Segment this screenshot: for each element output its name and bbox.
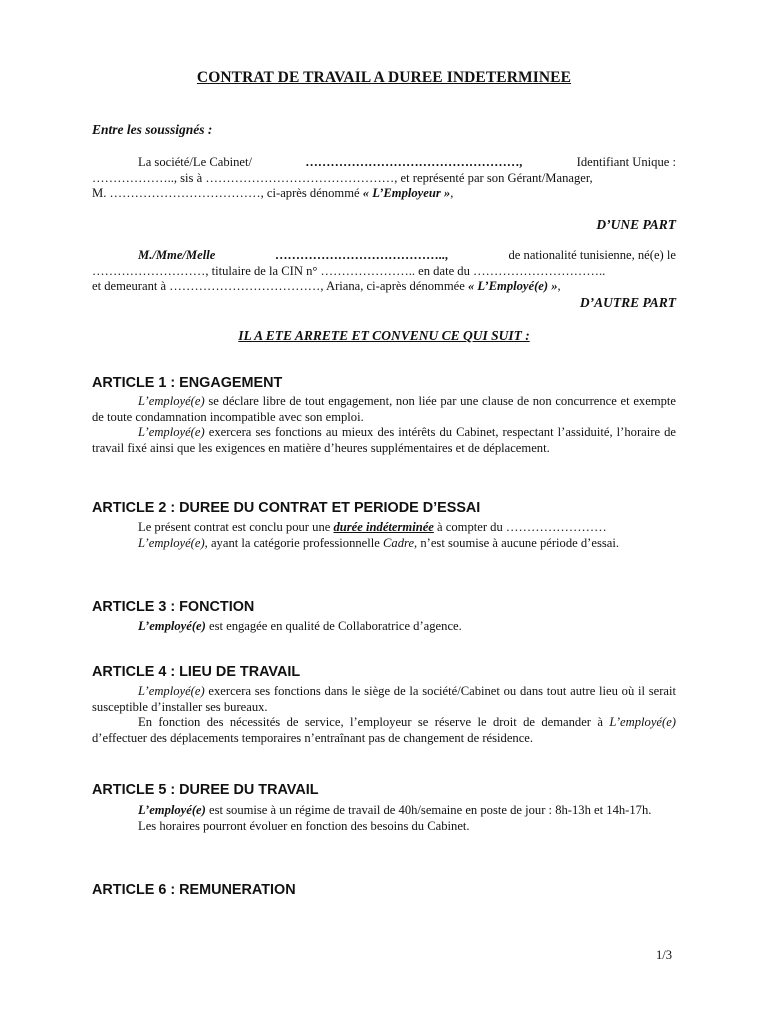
article-1-title: ARTICLE 1 : ENGAGEMENT xyxy=(92,375,283,391)
employee-title-label: M./Mme/Melle xyxy=(138,248,216,262)
article-2-body xyxy=(92,520,676,551)
employee-address-text: et demeurant à ………………………………, Ariana, ci-après dénommée xyxy=(92,279,465,293)
employer-block xyxy=(92,155,676,202)
article-2-text-1b: à compter du …………………… xyxy=(433,520,607,534)
article-2-paragraph-1 xyxy=(92,520,676,536)
article-2-paragraph-2 xyxy=(92,536,676,552)
article-6-title: ARTICLE 6 : REMUNERATION xyxy=(92,882,296,898)
agreement-heading: IL A ETE ARRETE ET CONVENU CE QUI SUIT : xyxy=(238,328,530,343)
article-1-paragraph-1 xyxy=(92,394,676,425)
employee-line-end: , xyxy=(557,279,561,293)
article-2-text-1a: Le présent contrat est conclu pour une xyxy=(138,520,334,534)
article-2-text-2a: , ayant la catégorie professionnelle xyxy=(204,535,384,550)
article-4-text-2b: d’effectuer des déplacements temporaires n’entraînant pas de changement de résidence. xyxy=(92,730,534,745)
article-5-body xyxy=(92,803,676,834)
article-1-paragraph-2 xyxy=(92,425,676,456)
employer-line-2: ……………….., sis à ………………………………………, et représenté par son Gérant/Manager, xyxy=(92,170,593,185)
employer-label: La société/Le Cabinet/ xyxy=(138,155,252,169)
article-2-title: ARTICLE 2 : DUREE DU CONTRAT ET PERIODE D’ESSAI xyxy=(92,500,481,516)
employee-ref: L’employé(e) xyxy=(609,715,676,729)
article-3-title: ARTICLE 3 : FONCTION xyxy=(92,599,255,615)
employee-line-3 xyxy=(92,279,676,295)
employee-line-2: ………………………, titulaire de la CIN n° ………………….. en date du ………………………….. xyxy=(92,263,606,278)
article-1-text-1: se déclare libre de tout engagement, non liée par une clause de non concurrence et exempte de toute condamnation incompatible avec son emploi. xyxy=(92,394,676,424)
article-5-text-1: est soumise à un régime de travail de 40h/semaine en poste de jour : 8h-13h et 14h-17h. xyxy=(205,803,652,817)
article-1-text-2: exercera ses fonctions au mieux des intérêts du Cabinet, respectant l’assiduité, l’horaire de travail fixé ainsi que les exigences en matière d’heures supplémentaires et de déplacement. xyxy=(92,425,676,455)
article-3-paragraph-1 xyxy=(92,619,676,635)
employer-line-end: , xyxy=(450,186,454,200)
professional-category: Cadre xyxy=(383,535,415,550)
employee-name-blank: ………………………………….., xyxy=(275,248,449,262)
employee-ref: L’employé(e) xyxy=(138,535,205,550)
employee-block xyxy=(92,248,676,295)
employer-id-label: Identifiant Unique : xyxy=(576,155,676,169)
article-2-text-2b: , n’est soumise à aucune période d’essai. xyxy=(414,535,619,550)
article-4-paragraph-1 xyxy=(92,684,676,715)
employee-ref: L’employé(e) xyxy=(138,803,206,817)
contract-duration-term: durée indéterminée xyxy=(333,520,434,534)
part-two-label: D’AUTRE PART xyxy=(579,295,676,310)
employer-designation: « L’Employeur » xyxy=(362,186,451,200)
article-5-paragraph-2: Les horaires pourront évoluer en fonction des besoins du Cabinet. xyxy=(138,818,470,833)
article-4-text-2a: En fonction des nécessités de service, l’employeur se réserve le droit de demander à xyxy=(138,715,610,729)
article-4-title: ARTICLE 4 : LIEU DE TRAVAIL xyxy=(92,664,301,680)
employee-ref: L’employé(e) xyxy=(138,425,205,439)
article-3-text-1: est engagée en qualité de Collaboratrice d’agence. xyxy=(205,619,462,633)
article-5-title: ARTICLE 5 : DUREE DU TRAVAIL xyxy=(92,782,319,798)
part-one-label: D’UNE PART xyxy=(596,217,676,232)
article-5-paragraph-1 xyxy=(92,803,676,819)
employer-name-blank: ……………………………………………, xyxy=(305,155,523,169)
page-number: 1/3 xyxy=(656,948,673,962)
article-4-body xyxy=(92,684,676,746)
employee-ref: L’employé(e) xyxy=(138,619,206,633)
article-4-text-1: exercera ses fonctions dans le siège de la société/Cabinet ou dans tout autre lieu où il serait susceptible d’installer ses bureaux. xyxy=(92,684,676,714)
employee-ref: L’employé(e) xyxy=(138,684,205,698)
employer-line-1 xyxy=(92,155,676,171)
employer-line-3 xyxy=(92,186,676,202)
parties-intro: Entre les soussignés : xyxy=(92,122,213,137)
document-title: CONTRAT DE TRAVAIL A DUREE INDETERMINEE xyxy=(196,69,572,86)
employee-line-1 xyxy=(92,248,676,264)
employee-nationality-text: de nationalité tunisienne, né(e) le xyxy=(508,248,676,262)
employee-ref: L’employé(e) xyxy=(138,394,205,408)
employee-designation: « L’Employé(e) » xyxy=(467,279,558,293)
article-3-body xyxy=(92,619,676,635)
article-4-paragraph-2 xyxy=(92,715,676,746)
article-1-body xyxy=(92,394,676,456)
employer-manager-text: M. ………………………………, ci-après dénommé xyxy=(92,186,360,200)
